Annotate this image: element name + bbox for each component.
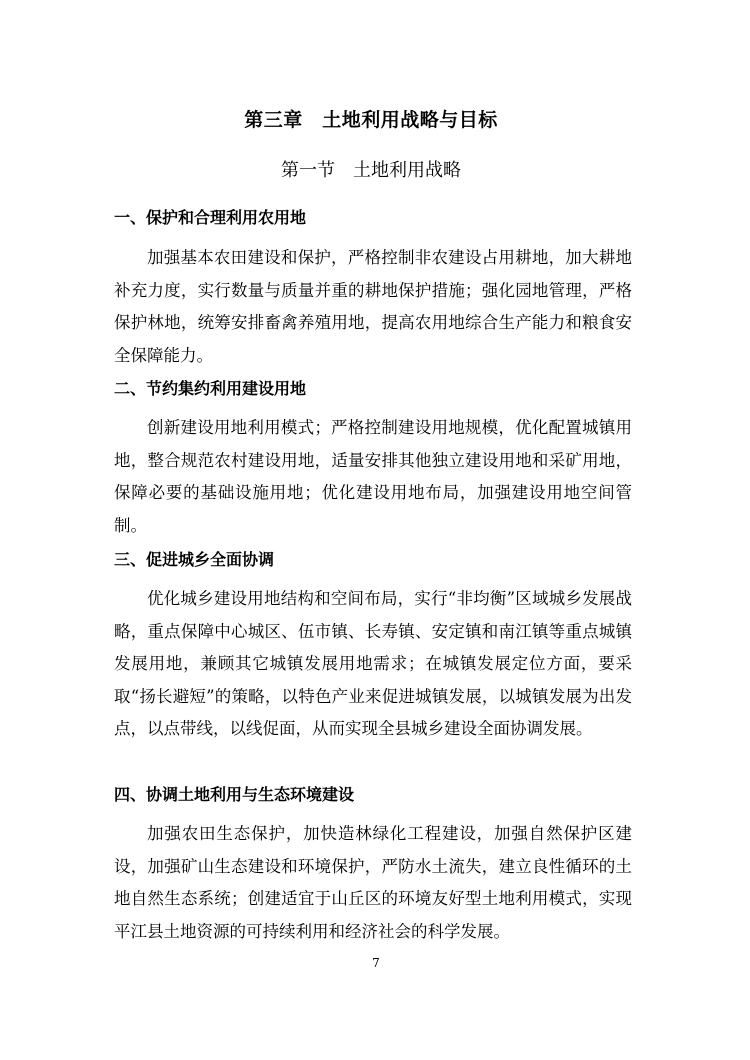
- page-number: 7: [372, 956, 380, 970]
- section-heading-2: 二、节约集约利用建设用地: [114, 379, 307, 398]
- section-paragraph-1: 加强基本农田建设和保护，严格控制非农建设占用耕地，加大耕地补充力度，实行数量与质量并重的耕地保护措施；强化园地管理，严格保护林地，统筹安排畜禽养殖用地，提高农用地综合生产能力和粮食安全保障能力。: [114, 248, 632, 365]
- section-heading-1: 一、保护和合理利用农用地: [114, 208, 307, 227]
- section-paragraph-2: 创新建设用地利用模式；严格控制建设用地规模，优化配置城镇用地，整合规范农村建设用地，适量安排其他独立建设用地和采矿用地，保障必要的基础设施用地；优化建设用地布局，加强建设用地空间管制。: [114, 418, 632, 535]
- section-paragraph-3: 优化城乡建设用地结构和空间布局，实行“非均衡”区域城乡发展战略，重点保障中心城区、伍市镇、长寿镇、安定镇和南江镇等重点城镇发展用地，兼顾其它城镇发展用地需求；在城镇发展定位方面，要采取“扬长避短”的策略，以特色产业来促进城镇发展，以城镇发展为出发点，以点带线，以线促面，从而实现全县城乡建设全面协调发展。: [114, 589, 632, 738]
- chapter-title: 第三章 土地利用战略与目标: [244, 109, 498, 131]
- section-paragraph-4: 加强农田生态保护，加快造林绿化工程建设，加强自然保护区建设，加强矿山生态建设和环境保护，严防水土流失，建立良性循环的土地自然生态系统；创建适宜于山丘区的环境友好型土地利用模式，实现平江县土地资源的可持续利用和经济社会的科学发展。: [114, 824, 632, 941]
- section-title: 第一节 土地利用战略: [281, 160, 461, 181]
- section-heading-4: 四、协调土地利用与生态环境建设: [114, 785, 355, 804]
- section-heading-3: 三、促进城乡全面协调: [114, 550, 275, 569]
